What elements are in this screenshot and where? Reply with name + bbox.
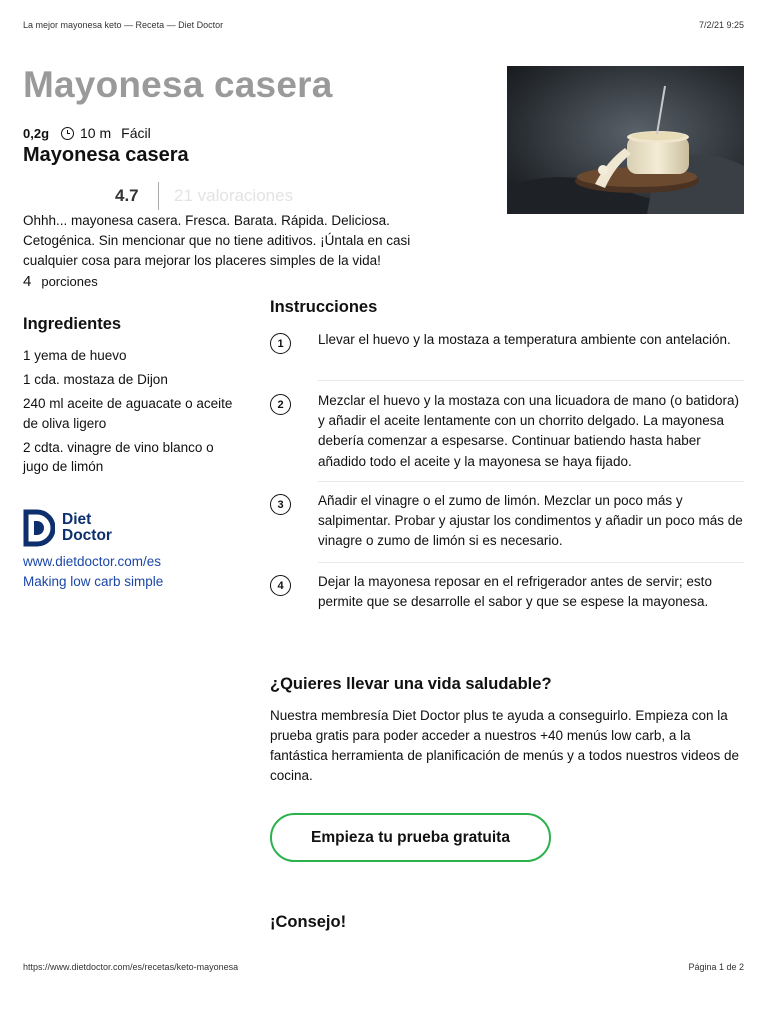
print-footer-page: Página 1 de 2: [688, 962, 744, 972]
brand-tagline-link[interactable]: Making low carb simple: [23, 574, 164, 589]
print-header-datetime: 7/2/21 9:25: [698, 20, 744, 30]
tip-heading: ¡Consejo!: [270, 913, 347, 931]
step-text: Llevar el huevo y la mostaza a temperatura ambiente con antelación.: [318, 332, 731, 347]
step-text: Dejar la mayonesa reposar en el refrigerador antes de servir; esto permite que se desarrolle el sabor y que se espese la mayonesa.: [318, 574, 712, 610]
servings: [23, 273, 98, 290]
clock-icon: [61, 127, 74, 140]
recipe-subtitle: Mayonesa casera: [23, 144, 189, 166]
servings-number: 4: [23, 273, 32, 290]
list-item: 1 cda. mostaza de Dijon: [23, 372, 168, 387]
instructions-heading: Instrucciones: [270, 298, 378, 316]
diet-doctor-logo-icon: [23, 509, 55, 547]
mayonnaise-jar-photo: [507, 66, 744, 214]
time-value: 10 m: [80, 125, 112, 141]
start-free-trial-button[interactable]: Empieza tu prueba gratuita: [270, 813, 551, 862]
step-number: 1: [270, 333, 291, 354]
list-item: 1 yema de huevo: [23, 348, 127, 363]
list-item: 240 ml aceite de aguacate o aceite de oliva ligero: [23, 396, 233, 431]
recipe-meta: [23, 125, 151, 141]
brand-url-link[interactable]: www.dietdoctor.com/es: [23, 554, 162, 569]
ingredients-list: [23, 346, 233, 481]
step-text: Añadir el vinagre o el zumo de limón. Mezclar un poco más y salpimentar. Probar y ajustar los condimentos y añadir un poco más de vinagre o zumo de limón si es necesario.: [318, 493, 743, 549]
step-divider: [318, 481, 744, 482]
step-number: 2: [270, 394, 291, 415]
step-number: 4: [270, 575, 291, 596]
ingredients-heading: Ingredientes: [23, 315, 122, 333]
recipe-intro: Ohhh... mayonesa casera. Fresca. Barata. Rápida. Deliciosa. Cetogénica. Sin mencionar que no tiene aditivos. ¡Úntala en casi cualquier cosa para mejorar los placeres simples de la vida!: [23, 213, 411, 268]
step-divider: [318, 562, 744, 563]
brand-word-doctor: Doctor: [62, 527, 112, 544]
promo-heading: ¿Quieres llevar una vida saludable?: [270, 675, 552, 693]
print-footer-url: https://www.dietdoctor.com/es/recetas/keto-mayonesa: [23, 962, 239, 972]
step-number: 3: [270, 494, 291, 515]
brand-word-diet: Diet: [62, 511, 92, 528]
list-item: 2 cdta. vinagre de vino blanco o jugo de limón: [23, 439, 214, 474]
print-header-title: La mejor mayonesa keto — Receta — Diet Doctor: [23, 20, 224, 30]
diet-doctor-logo: [23, 509, 112, 547]
rating-count[interactable]: 21 valoraciones: [174, 186, 294, 205]
rating-divider: [158, 182, 159, 210]
rating-value: 4.7: [115, 186, 139, 205]
page-title: Mayonesa casera: [23, 64, 333, 105]
carbs-value: 0,2g: [23, 125, 50, 141]
step-text: Mezclar el huevo y la mostaza con una licuadora de mano (o batidora) y añadir el aceite lentamente con un chorrito delgado. La mayonesa debería comenzar a espesarse. Continuar batiendo hasta haber añadido todo el aceite y la mayonesa se haya fijado.: [318, 393, 739, 469]
recipe-photo: [507, 66, 744, 214]
step-divider: [318, 380, 744, 381]
promo-text: Nuestra membresía Diet Doctor plus te ayuda a conseguirlo. Empieza con la prueba gratis para poder acceder a nuestros +40 menús low carb, a la fantástica herramienta de planificación de menús y a todos nuestros videos de cocina.: [270, 708, 740, 783]
difficulty-value: Fácil: [121, 125, 151, 141]
servings-label: porciones: [41, 274, 98, 289]
